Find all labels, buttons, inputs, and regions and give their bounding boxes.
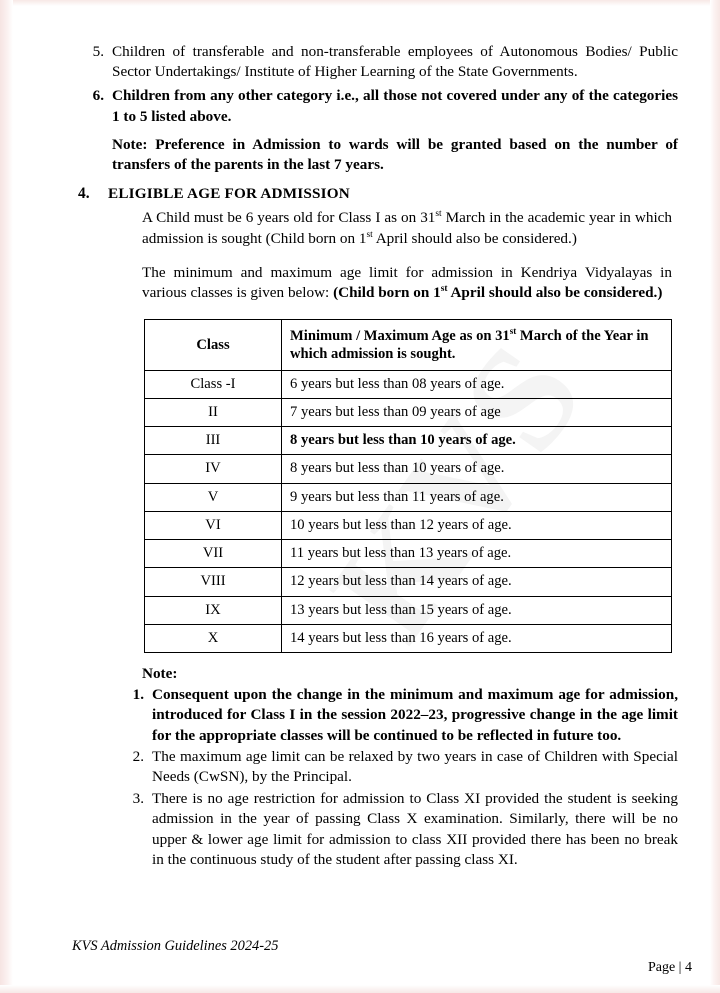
list-item-number: 2. — [132, 748, 144, 766]
table-cell-class: Class -I — [145, 370, 282, 398]
list-item — [78, 42, 678, 82]
list-item-text: Children from any other category i.e., all those not covered under any of the categories 1 to 5 listed above. — [112, 87, 678, 125]
table-cell-class: III — [145, 427, 282, 455]
table-header-age-sup: st — [509, 326, 517, 337]
table-row — [145, 540, 672, 568]
table-header-row — [145, 320, 672, 370]
table-cell-class: V — [145, 483, 282, 511]
list-item — [122, 747, 678, 788]
table-row — [145, 427, 672, 455]
table-cell-age: 8 years but less than 10 years of age. — [282, 427, 672, 455]
list-item-text: Consequent upon the change in the minimum and maximum age for admission, introduced for Class I in the session 2022–23, progressive change in the age limit for the appropriate classes will be continued to be reflected in future too. — [152, 686, 678, 744]
page-edge-bottom — [0, 985, 720, 993]
table-row — [145, 398, 672, 426]
paragraph-age-limits — [142, 263, 672, 304]
para2-sup1: st — [440, 284, 448, 295]
list-item-number: 3. — [132, 789, 144, 807]
table-cell-age: 10 years but less than 12 years of age. — [282, 511, 672, 539]
table-row — [145, 483, 672, 511]
list-item-number: 1. — [132, 686, 144, 704]
table-cell-age: 7 years but less than 09 years of age — [282, 398, 672, 426]
age-limit-table — [144, 319, 672, 653]
table-cell-age: 13 years but less than 15 years of age. — [282, 596, 672, 624]
list-item-text: Children of transferable and non-transferable employees of Autonomous Bodies/ Public Sector Undertakings/ Institute of Higher Learning of the State Governments. — [112, 43, 678, 81]
list-item-number: 5. — [92, 43, 104, 60]
table-cell-age: 6 years but less than 08 years of age. — [282, 370, 672, 398]
table-cell-age: 8 years but less than 10 years of age. — [282, 455, 672, 483]
para1-sup2: st — [366, 229, 373, 240]
page-edge-right — [710, 0, 720, 993]
footer-text: KVS Admission Guidelines 2024-25 — [72, 938, 279, 954]
page-edge-left — [0, 0, 13, 993]
table-header-age-part1: Minimum / Maximum Age as on 31 — [290, 328, 510, 345]
table-row — [145, 455, 672, 483]
section-heading — [78, 185, 678, 203]
section-title: ELIGIBLE AGE FOR ADMISSION — [108, 185, 350, 203]
note-heading: Note: — [142, 665, 178, 683]
table-cell-class: IV — [145, 455, 282, 483]
page-edge-top — [0, 0, 720, 6]
page-content — [78, 42, 678, 871]
para1-part2: March in the academic year in which admission is sought (Child born on 1 — [142, 209, 672, 247]
section-number: 4. — [78, 185, 90, 203]
para2-bold2: April should also be considered.) — [447, 284, 663, 302]
list-item-text: There is no age restriction for admission to Class XI provided the student is seeking admission in the year of passing Class X examination. Similarly, there will be no upper & lower age limit for admission to class XII provided there has been no break in the continuous study of the student after passing class XI. — [152, 789, 678, 868]
list-item-text: The maximum age limit can be relaxed by two years in case of Children with Special Needs (CwSN), by the Principal. — [152, 748, 678, 786]
table-cell-age: 11 years but less than 13 years of age. — [282, 540, 672, 568]
table-row — [145, 370, 672, 398]
table-cell-class: X — [145, 624, 282, 652]
list-item — [122, 789, 678, 870]
para2-part1: The minimum and maximum age limit for admission in Kendriya Vidyalayas in various classes is given below: — [142, 263, 672, 302]
table-cell-class: IX — [145, 596, 282, 624]
table-cell-class: II — [145, 398, 282, 426]
para1-part1: A Child must be 6 years old for Class I as on 31 — [142, 209, 436, 227]
table-row — [145, 624, 672, 652]
para2-bold1: (Child born on 1 — [333, 284, 441, 302]
table-header-age — [282, 320, 672, 370]
para1-sup1: st — [435, 209, 442, 220]
page-number: Page | 4 — [647, 960, 692, 975]
table-cell-age: 12 years but less than 14 years of age. — [282, 568, 672, 596]
table-header-age-part2: March of the Year in which admission is sought. — [290, 328, 649, 363]
table-row — [145, 511, 672, 539]
list-item — [122, 685, 678, 746]
table-cell-class: VII — [145, 540, 282, 568]
paragraph-age-rule — [142, 208, 672, 249]
table-cell-class: VIII — [145, 568, 282, 596]
table-header-class: Class — [145, 320, 282, 370]
table-cell-class: VI — [145, 511, 282, 539]
note-list — [122, 685, 678, 870]
table-row — [145, 596, 672, 624]
list-item — [78, 86, 678, 126]
list-item-number: 6. — [92, 87, 104, 105]
table-cell-age: 14 years but less than 16 years of age. — [282, 624, 672, 652]
table-row — [145, 568, 672, 596]
table-cell-age: 9 years but less than 11 years of age. — [282, 483, 672, 511]
preference-note: Note: Preference in Admission to wards will be granted based on the number of transfers of the parents in the last 7 years. — [112, 135, 678, 174]
para1-part3: April should also be considered.) — [372, 229, 577, 247]
